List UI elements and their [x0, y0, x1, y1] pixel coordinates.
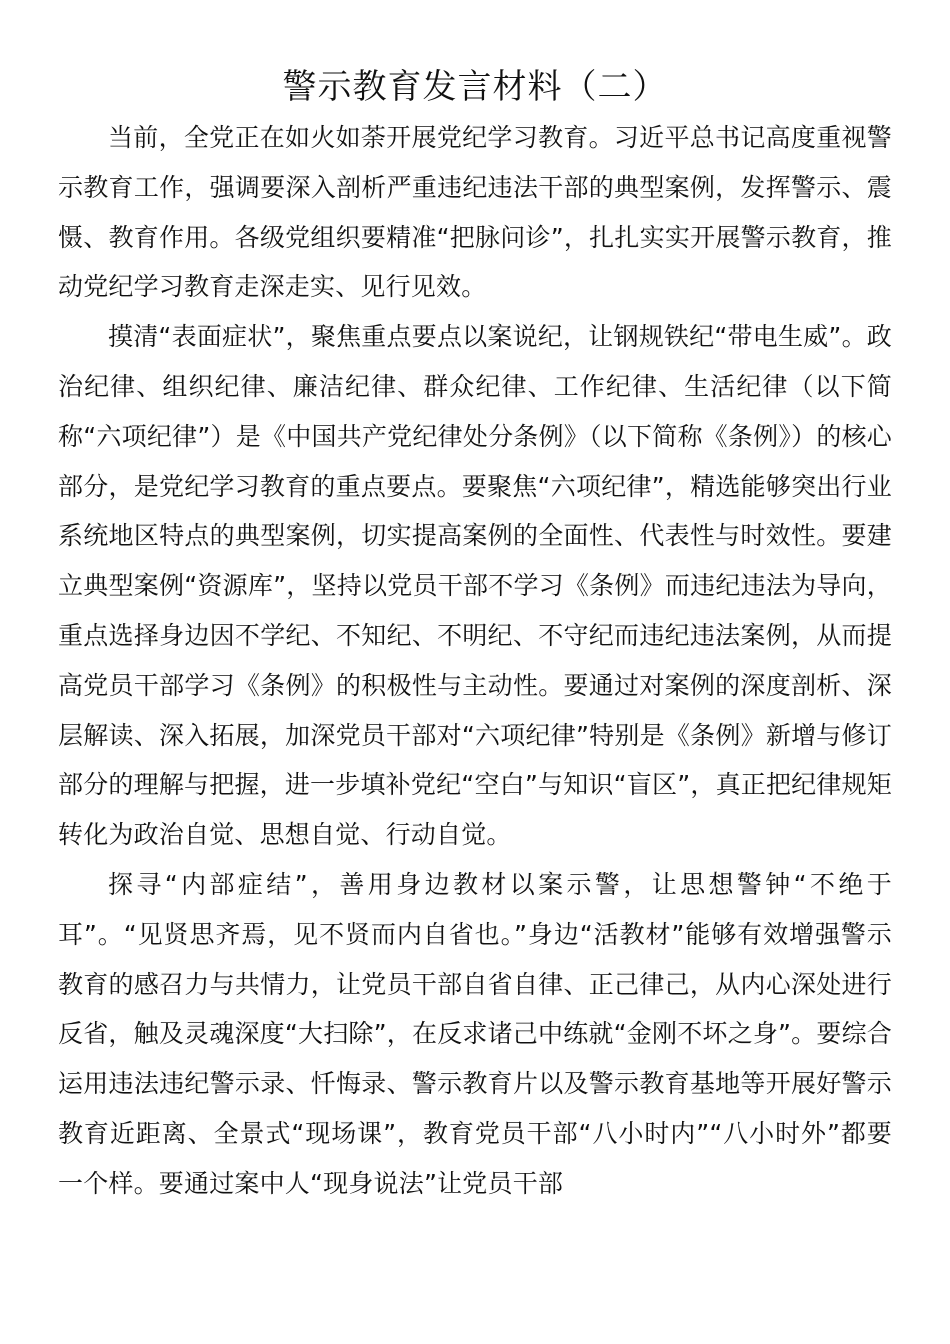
paragraph-2: 摸清“表面症状”，聚焦重点要点以案说纪，让钢规铁纪“带电生威”。政治纪律、组织纪律、廉洁纪律、群众纪律、工作纪律、生活纪律（以下简称“六项纪律”）是《中国共产党纪律处分条例》（以下简称《条例》）的核心部分，是党纪学习教育的重点要点。要聚焦“六项纪律”，精选能够突出行业系统地区特点的典型案例，切实提高案例的全面性、代表性与时效性。要建立典型案例“资源库”，坚持以党员干部不学习《条例》而违纪违法为导向，重点选择身边因不学纪、不知纪、不明纪、不守纪而违纪违法案例，从而提高党员干部学习《条例》的积极性与主动性。要通过对案例的深度剖析、深层解读、深入拓展，加深党员干部对“六项纪律”特别是《条例》新增与修订部分的理解与把握，进一步填补党纪“空白”与知识“盲区”，真正把纪律规矩转化为政治自觉、思想自觉、行动自觉。: [58, 322, 892, 850]
document-body: [58, 113, 892, 1209]
paragraph-1: 当前，全党正在如火如荼开展党纪学习教育。习近平总书记高度重视警示教育工作，强调要深入剖析严重违纪违法干部的典型案例，发挥警示、震慑、教育作用。各级党组织要精准“把脉问诊”，扎扎实实开展警示教育，推动党纪学习教育走深走实、见行见效。: [58, 123, 892, 302]
paragraph-3: 探寻“内部症结”，善用身边教材以案示警，让思想警钟“不绝于耳”。“见贤思齐焉，见不贤而内自省也。”身边“活教材”能够有效增强警示教育的感召力与共情力，让党员干部自省自律、正己律己，从内心深处进行反省，触及灵魂深度“大扫除”，在反求诸己中练就“金刚不坏之身”。要综合运用违法违纪警示录、忏悔录、警示教育片以及警示教育基地等开展好警示教育近距离、全景式“现场课”，教育党员干部“八小时内”“八小时外”都要一个样。要通过案中人“现身说法”让党员干部: [58, 869, 892, 1198]
document-title: 警示教育发言材料（二）: [282, 67, 668, 107]
